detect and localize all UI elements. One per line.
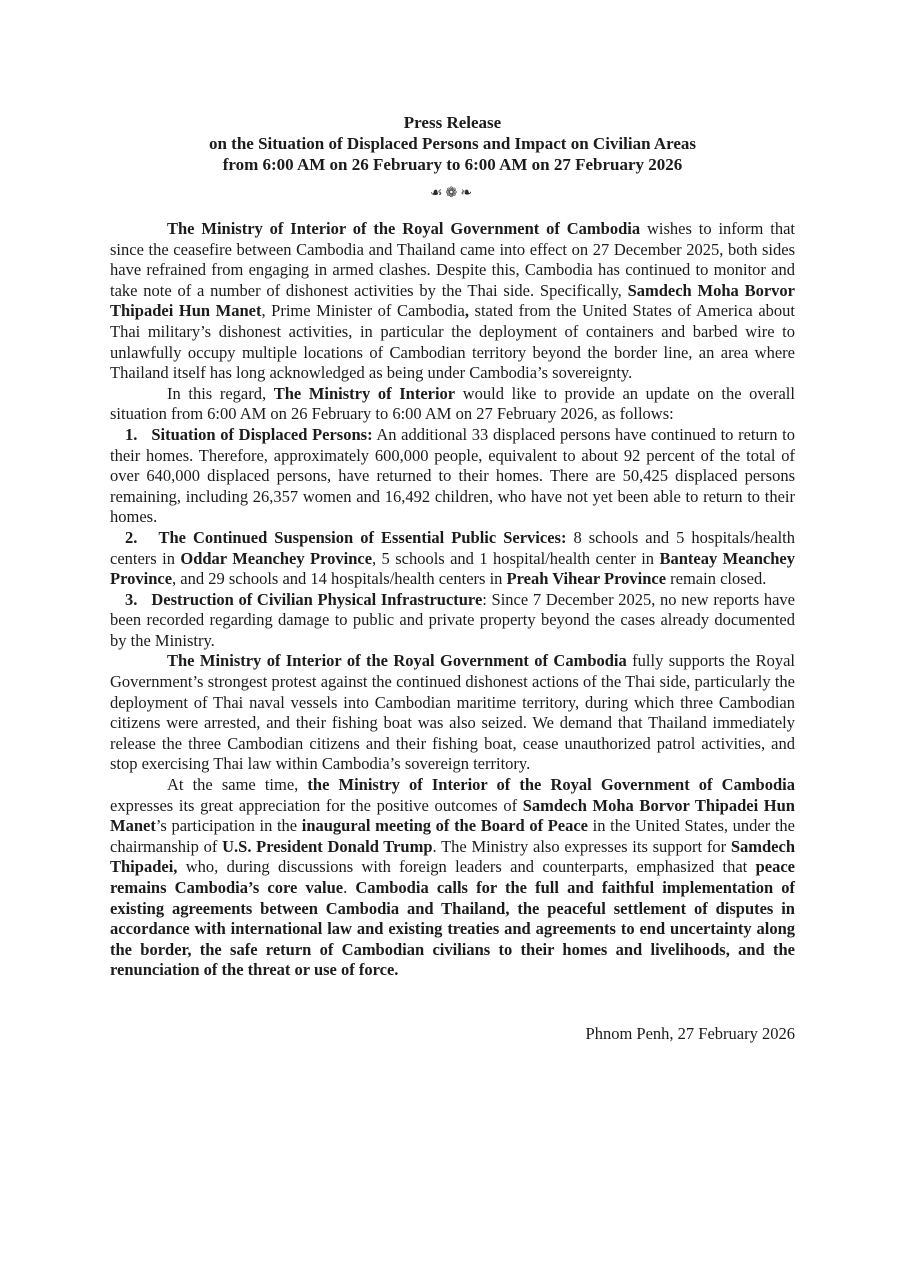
text-run: stated from the United States of America about Thai military’s dishonest activities, in particular the deployment of containers and barbed wire to unlawfully occupy multiple locations of Cambodian territory beyond the border line, an area where Thailand itself has long acknowledged as being under Cambodia’s sovereignty. — [110, 301, 795, 383]
text-run: remain closed. — [666, 569, 767, 589]
text-run: At the same time, — [167, 775, 308, 795]
bold-text-run: Banteay Meanchey Province — [110, 548, 795, 589]
text-run: wishes to inform that since the ceasefire between Cambodia and Thailand came into effect on 27 December 2025, both sides have refrained from engaging in armed clashes. Despite this, Cambodia has continued to monitor and take note of a number of dishonest activities by the Thai side. Specifically, — [110, 219, 795, 300]
title-line-3: from 6:00 AM on 26 February to 6:00 AM on 27 February 2026 — [222, 155, 683, 174]
bold-text-run: The Ministry of Interior — [273, 383, 456, 403]
paragraph — [110, 528, 795, 590]
bold-text-run: 3. Destruction of Civilian Physical Infrastructure — [125, 589, 483, 609]
text-run: . — [343, 878, 356, 897]
floral-divider-icon: ☙❁❧ — [429, 185, 475, 201]
bold-text-run: Preah Vihear Province — [506, 569, 667, 589]
text-run: An additional 33 displaced persons have continued to return to their homes. Therefore, approximately 600,000 people, equivalent to about 92 percent of the total of over 640,000 displaced persons, have returned to their homes. There are 50,425 displaced persons remaining, including 26,357 women and 16,492 children, who have not yet been able to return to their homes. — [110, 424, 795, 527]
bold-text-run: 2. The Continued Suspension of Essential Public Services: — [125, 527, 567, 547]
bold-text-run: , — [464, 301, 469, 321]
paragraph — [110, 590, 795, 652]
text-run: expresses its great appreciation for the positive outcomes of — [110, 795, 523, 815]
bold-text-run: inaugural meeting of the Board of Peace — [301, 816, 589, 836]
text-run: : Since 7 December 2025, no new reports have been recorded regarding damage to public and private property beyond the cases already documented by the Ministry. — [110, 589, 795, 650]
text-run: , 5 schools and 1 hospital/health center in — [372, 548, 660, 568]
bold-text-run: peace remains Cambodia’s core value — [110, 857, 795, 897]
text-run: . The Ministry also expresses its support for — [432, 836, 731, 856]
bold-text-run: Cambodia calls for the full and faithful implementation of existing agreements between Cambodia and Thailand, the peaceful settlement of disputes in accordance with international law and existing treaties and agreements to end uncertainty along the border, the safe return of Cambodian civilians to their homes and livelihoods, and the renunciation of the threat or use of force. — [110, 878, 796, 980]
document-header — [110, 112, 795, 202]
text-run: in the United States, under the chairmanship of — [110, 816, 795, 856]
bold-text-run: Samdech Moha Borvor Thipadei Hun Manet — [110, 795, 795, 836]
dateline: Phnom Penh, 27 February 2026 — [585, 1023, 795, 1043]
bold-text-run: The Ministry of Interior of the Royal Government of Cambodia — [167, 219, 641, 238]
text-run: fully supports the Royal Government’s strongest protest against the continued dishonest actions of the Thai side, particularly the deployment of Thai naval vessels into Cambodian maritime territory, during which three Cambodian citizens were arrested, and their fishing boat was also seized. We demand that Thailand immediately release the three Cambodian citizens and their fishing boat, cease unauthorized patrol activities, and stop exercising Thai law within Cambodia’s sovereign territory. — [110, 651, 795, 774]
bold-text-run: 1. Situation of Displaced Persons: — [125, 424, 373, 444]
text-run: would like to provide an update on the overall situation from 6:00 AM on 26 February to 6:00 AM on 27 February 2026, as follows: — [110, 383, 795, 424]
paragraph — [110, 219, 795, 384]
paragraph — [110, 384, 795, 425]
text-run: , and 29 schools and 14 hospitals/health centers in — [172, 569, 507, 589]
paragraph — [110, 651, 795, 775]
title-line-1: Press Release — [403, 113, 502, 132]
paragraph — [110, 425, 795, 528]
bold-text-run: The Ministry of Interior of the Royal Government of Cambodia — [167, 651, 627, 671]
bold-text-run: Oddar Meanchey Province — [180, 548, 373, 568]
paragraph — [110, 775, 795, 981]
text-run: ’s participation in the — [155, 816, 302, 836]
bold-text-run: U.S. President Donald Trump — [222, 836, 433, 856]
bold-text-run: the Ministry of Interior of the Royal Government of Cambodia — [307, 775, 795, 795]
document-footer — [110, 1024, 795, 1045]
bold-text-run: Samdech Thipadei, — [110, 836, 795, 877]
bold-text-run: Samdech Moha Borvor Thipadei Hun Manet — [110, 280, 795, 321]
text-run: who, during discussions with foreign leaders and counterparts, emphasized that — [177, 857, 756, 877]
text-run: , Prime Minister of Cambodia — [261, 301, 465, 321]
text-run: 8 schools and 5 hospitals/health centers in — [110, 527, 795, 568]
document-body — [110, 219, 795, 981]
text-run: In this regard, — [167, 383, 274, 403]
title-line-2: on the Situation of Displaced Persons and Impact on Civilian Areas — [208, 134, 697, 153]
